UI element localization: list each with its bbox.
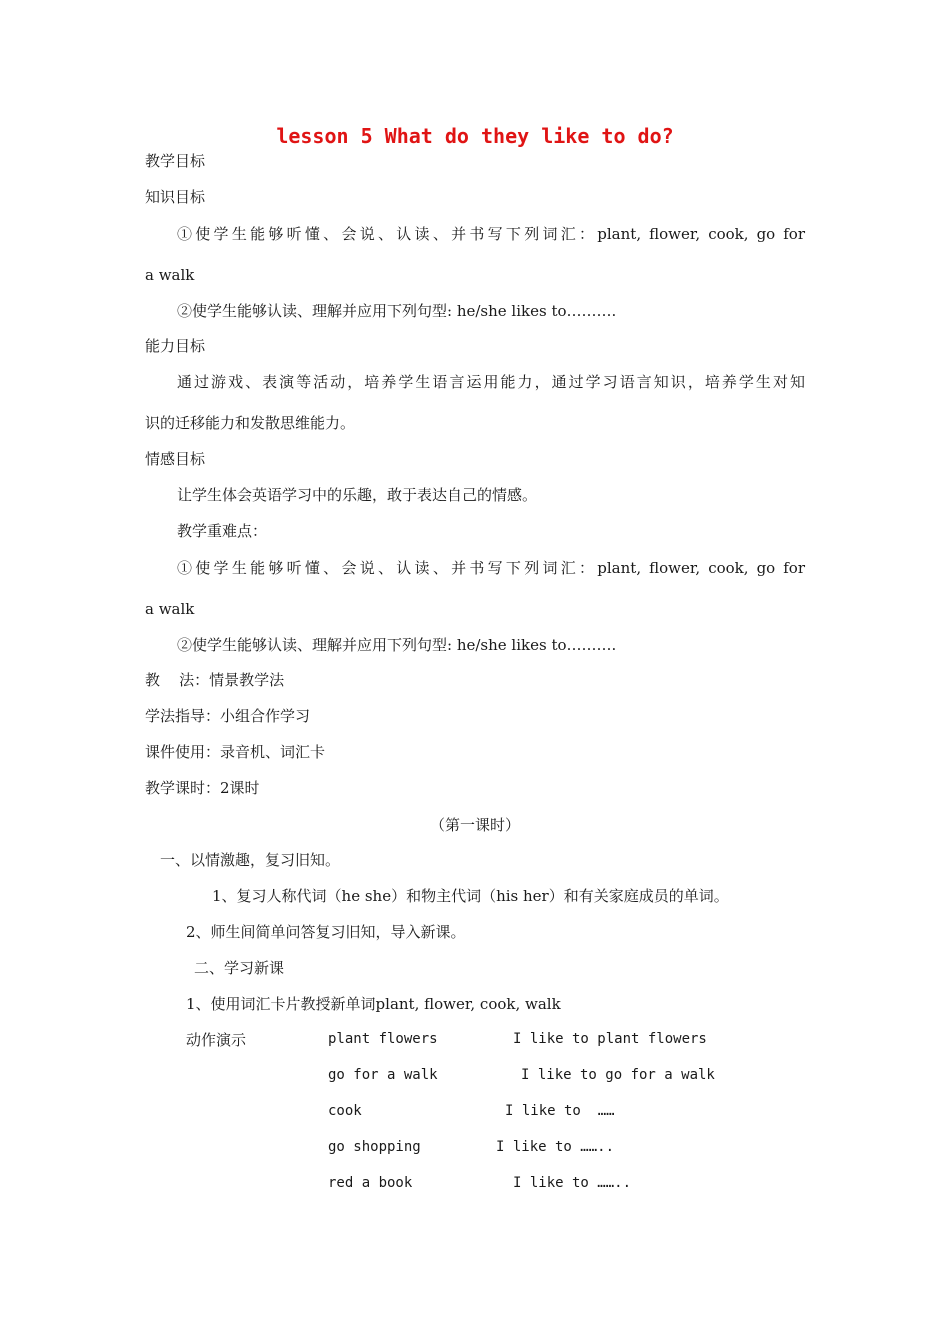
emotion-goal-text: 让学生体会英语学习中的乐趣，敢于表达自己的情感。	[177, 486, 538, 504]
key-point-2: ②使学生能够认读、理解并应用下列句型: he/she likes to……….	[177, 636, 617, 654]
key-point-1: ①使学生能够听懂、会说、认读、并书写下列词汇：plant, flower, cook, go for	[177, 559, 805, 577]
action-sentence: I like to ……..	[513, 1175, 632, 1191]
action-phrase: cook	[328, 1103, 362, 1119]
knowledge-goal-2: ②使学生能够认读、理解并应用下列句型: he/she likes to……….	[177, 302, 617, 320]
section-one-item-2: 2、师生间简单问答复习旧知，导入新课。	[186, 923, 466, 941]
action-sentence: I like to plant flowers	[513, 1031, 707, 1047]
section-one-heading: 一、以情激趣，复习旧知。	[160, 851, 341, 869]
action-phrase: plant flowers	[328, 1031, 438, 1047]
action-sentence: I like to go for a walk	[521, 1067, 715, 1083]
document-title: lesson 5 What do they like to do?	[276, 124, 674, 148]
section-one-item-1: 1、复习人称代词（he she）和物主代词（his her）和有关家庭成员的单词。	[212, 887, 729, 905]
courseware-usage: 课件使用：录音机、词汇卡	[145, 743, 326, 761]
knowledge-goal-1: ①使学生能够听懂、会说、认读、并书写下列词汇：plant, flower, cook, go for	[177, 225, 805, 243]
action-demo-label: 动作演示	[186, 1031, 247, 1049]
heading-ability-goals: 能力目标	[145, 337, 206, 355]
heading-teaching-goals: 教学目标	[145, 152, 206, 170]
action-phrase: red a book	[328, 1175, 413, 1191]
heading-key-points: 教学重难点：	[177, 522, 268, 540]
action-phrase: go shopping	[328, 1139, 421, 1155]
knowledge-goal-1-cont: a walk	[145, 266, 195, 284]
action-sentence: I like to ……	[505, 1103, 615, 1119]
ability-goal-text-cont: 识的迁移能力和发散思维能力。	[145, 414, 356, 432]
ability-goal-text: 通过游戏、表演等活动，培养学生语言运用能力，通过学习语言知识，培养学生对知	[177, 373, 805, 391]
first-lesson-heading: （第一课时）	[429, 816, 520, 834]
heading-knowledge-goals: 知识目标	[145, 188, 206, 206]
teaching-method: 教 法：情景教学法	[145, 671, 285, 689]
section-two-heading: 二、学习新课	[194, 959, 285, 977]
key-point-1-cont: a walk	[145, 600, 195, 618]
action-sentence: I like to ……..	[496, 1139, 615, 1155]
class-hours: 教学课时：2课时	[145, 779, 260, 797]
heading-emotion-goals: 情感目标	[145, 450, 206, 468]
section-two-item-1: 1、使用词汇卡片教授新单词plant, flower, cook, walk	[186, 995, 561, 1013]
learning-guidance: 学法指导：小组合作学习	[145, 707, 311, 725]
action-phrase: go for a walk	[328, 1067, 438, 1083]
